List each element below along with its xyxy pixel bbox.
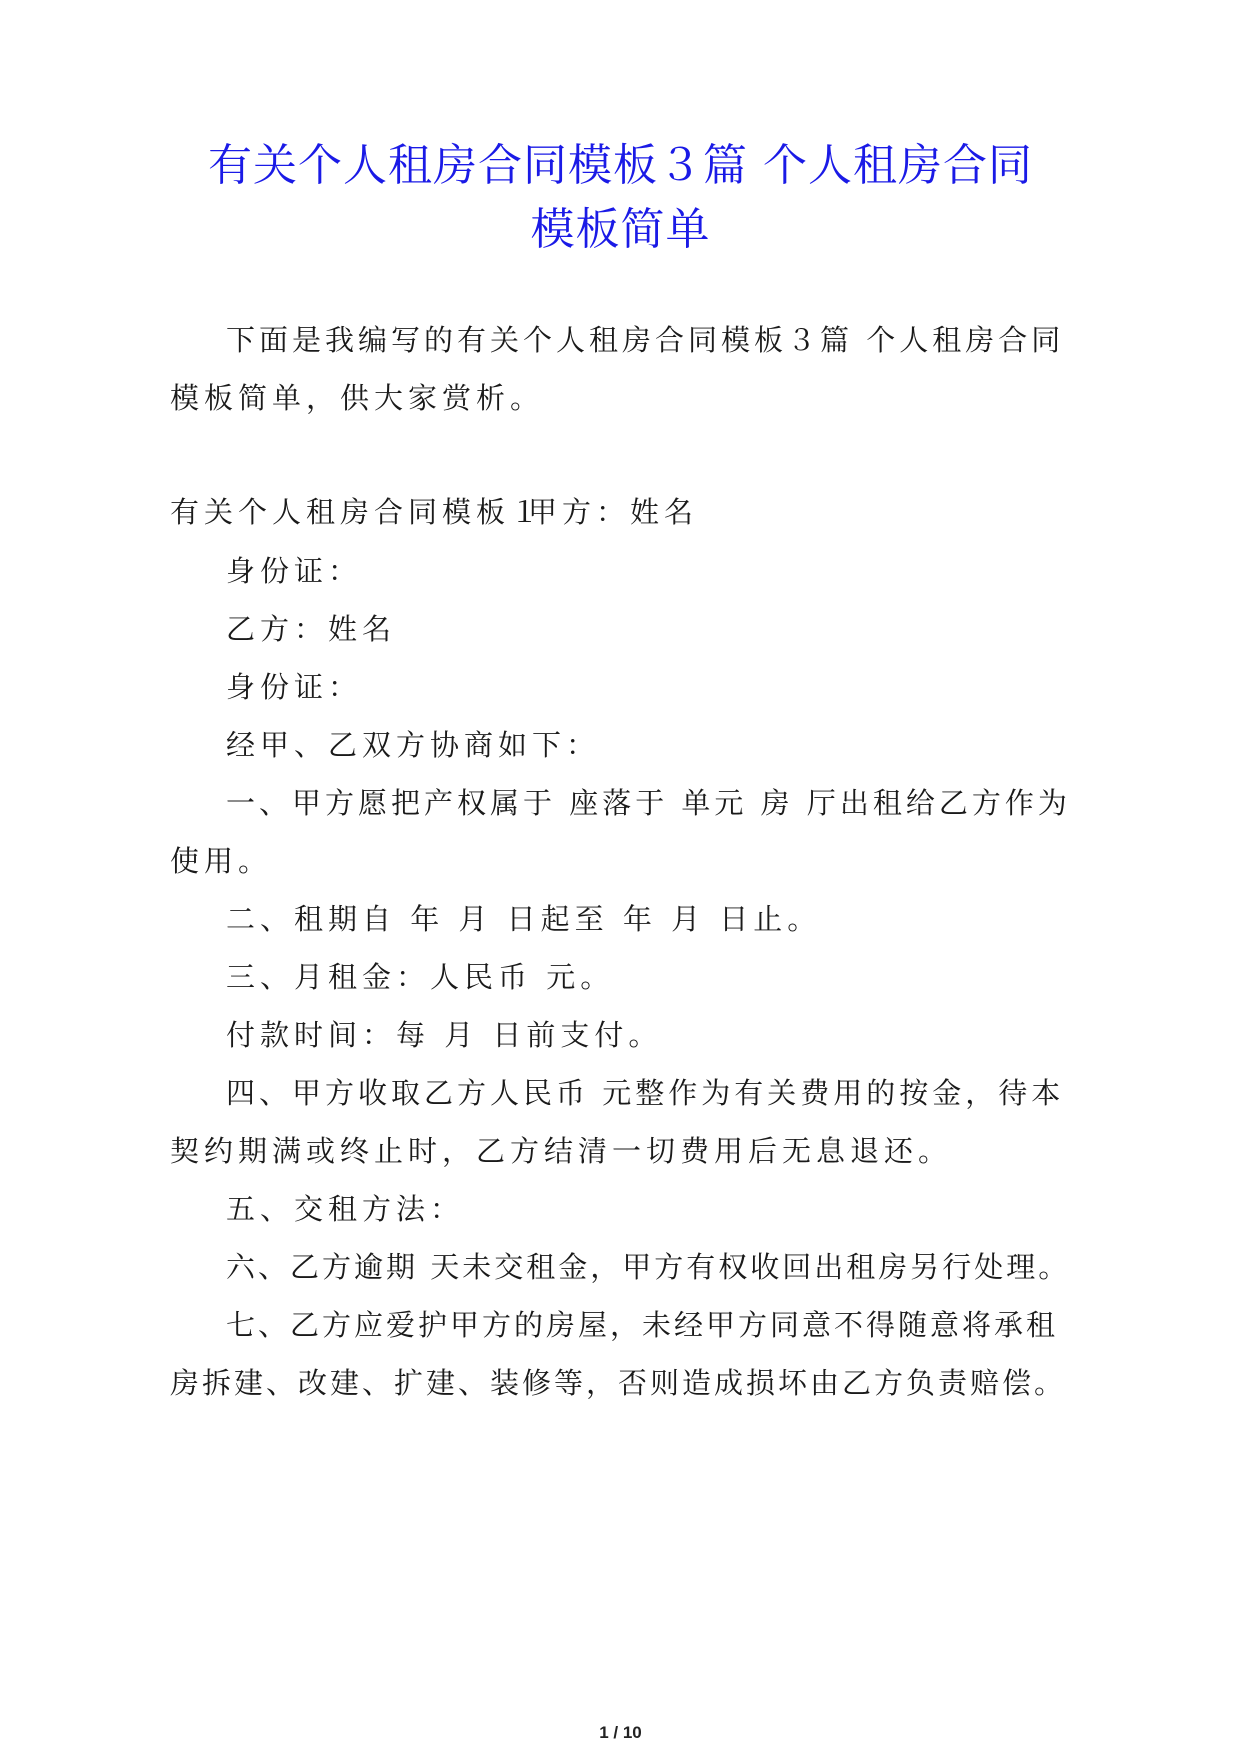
clause-7-line-1: 七、乙方应爱护甲方的房屋，未经甲方同意不得随意将承租 <box>226 1308 1059 1342</box>
intro-line-1: 下面是我编写的有关个人租房合同模板３篇 个人租房合同 <box>226 323 1065 357</box>
page-indicator: 1 / 10 <box>599 1723 642 1742</box>
section-heading: 有关个人租房合同模板１ <box>170 495 545 529</box>
clause-7-line-2: 房拆建、改建、扩建、装修等，否则造成损坏由乙方负责赔偿。 <box>170 1366 1067 1400</box>
agreement-intro: 经甲、乙双方协商如下： <box>226 728 601 762</box>
party-a-name: 甲方：姓名 <box>528 495 699 529</box>
party-b-id: 身份证： <box>226 670 363 704</box>
party-a-id: 身份证： <box>226 554 363 588</box>
title-line-1: 有关个人租房合同模板３篇 个人租房合同 <box>208 140 1033 191</box>
clause-3: 三、月租金：人民币 元。 <box>226 960 615 994</box>
clause-4-line-2: 契约期满或终止时，乙方结清一切费用后无息退还。 <box>170 1134 953 1168</box>
clause-2: 二、租期自 年 月 日起至 年 月 日止。 <box>226 902 822 936</box>
clause-6: 六、乙方逾期 天未交租金，甲方有权收回出租房另行处理。 <box>226 1250 1071 1284</box>
party-b-name: 乙方：姓名 <box>226 612 397 646</box>
clause-4-line-1: 四、甲方收取乙方人民币 元整作为有关费用的按金，待本 <box>226 1076 1065 1110</box>
clause-1-line-1: 一、甲方愿把产权属于 座落于 单元 房 厅出租给乙方作为 <box>226 786 1071 820</box>
payment-time: 付款时间：每 月 日前支付。 <box>226 1018 663 1052</box>
clause-5: 五、交租方法： <box>226 1192 465 1226</box>
intro-line-2: 模板简单，供大家赏析。 <box>170 381 545 415</box>
clause-1-line-2: 使用。 <box>170 844 273 878</box>
title-line-2: 模板简单 <box>530 204 711 255</box>
document-title <box>150 134 1091 262</box>
